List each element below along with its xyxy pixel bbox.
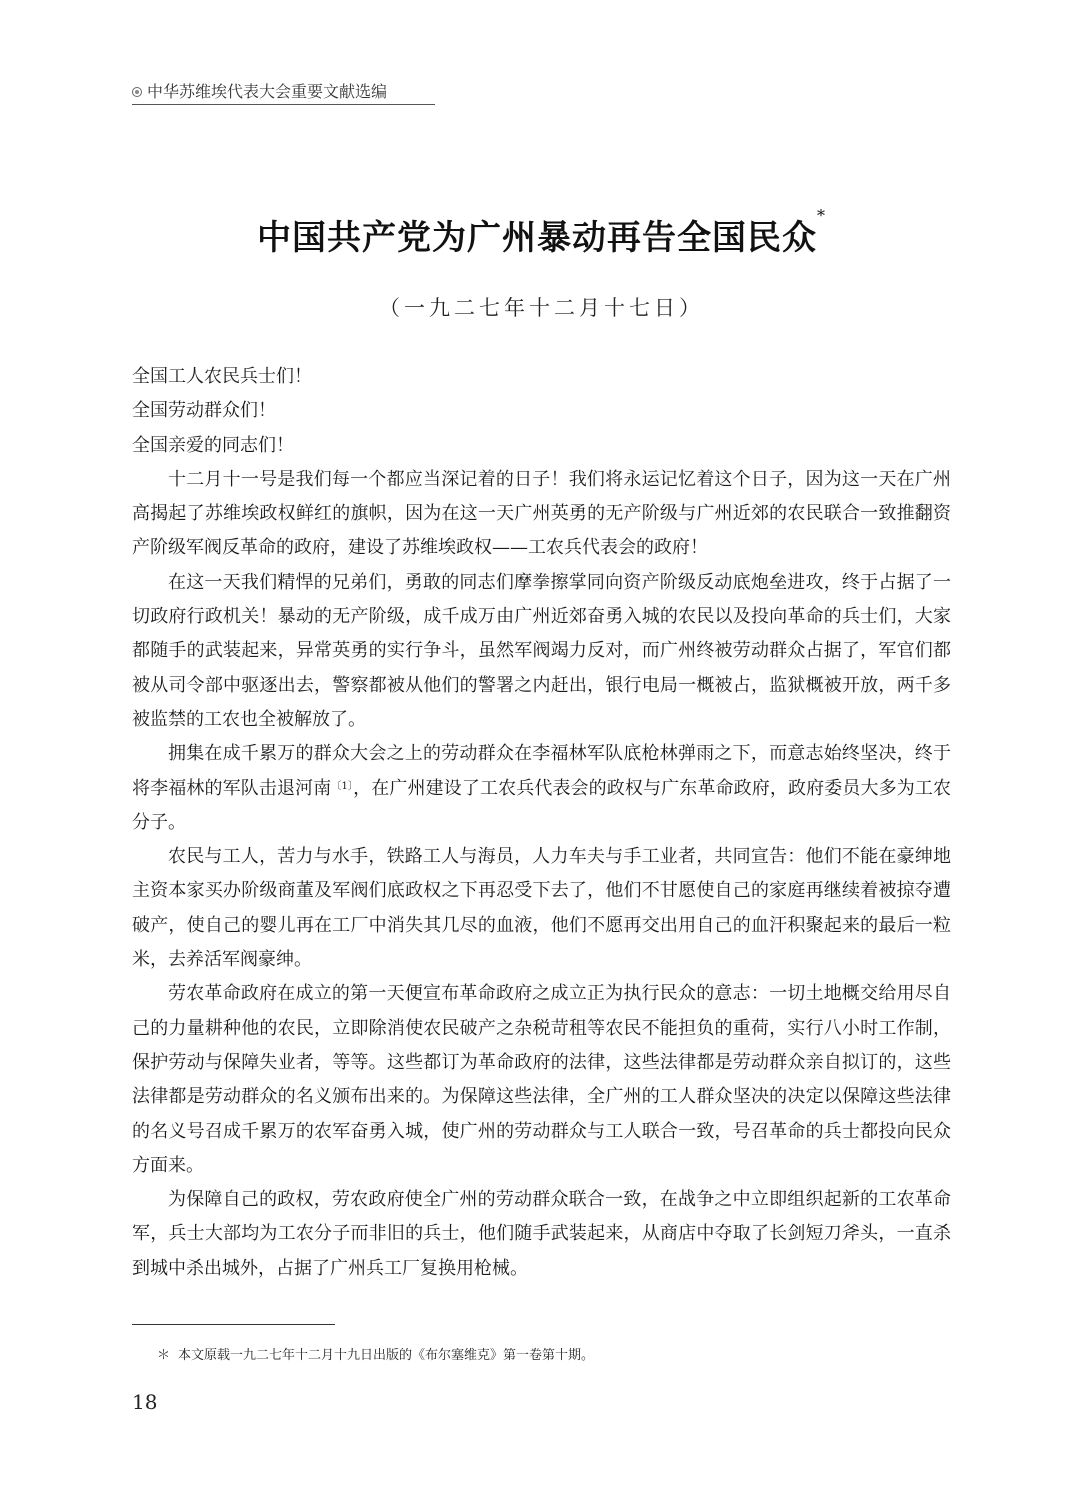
page-number: 18	[132, 1390, 158, 1414]
paragraph: 十二月十一号是我们每一个都应当深记着的日子！我们将永运记忆着这个日子，因为这一天在广州高揭起了苏维埃政权鲜红的旗帜，因为在这一天广州英勇的无产阶级与广州近郊的农民联合一致推翻资产阶级军阀反革命的政府，建设了苏维埃政权——工农兵代表会的政府！	[132, 468, 951, 559]
paragraph-text: 拥集在成千累万的群众大会之上的劳动群众在李福林军队底枪林弹雨之下，而意志始终坚决，终于将李福林的军队击退河南	[132, 743, 951, 799]
footnote-text: 本文原载一九二七年十二月十九日出版的《布尔塞维克》第一卷第十期。	[178, 1348, 595, 1363]
article-body	[132, 360, 951, 1286]
paragraph: 农民与工人，苦力与水手，铁路工人与海员，人力车夫与手工业者，共同宣告：他们不能在豪绅地主资本家买办阶级商董及军阀们底政权之下再忍受下去了，他们不甘愿使自己的家庭再继续着被掠夺遭破产，使自己的婴儿再在工厂中消失其几尽的血液，他们不愿再交出用自己的血汗积聚起来的最后一粒米，去养活军阀豪绅。	[132, 846, 951, 971]
article-date: （一九二七年十二月十七日）	[379, 296, 704, 320]
salutation: 全国工人农民兵士们！	[132, 366, 312, 387]
paragraph	[132, 737, 951, 840]
endnote-reference[interactable]: 〔1〕	[331, 780, 354, 792]
circle-dot-icon	[132, 87, 142, 97]
footnote-divider	[132, 1324, 335, 1325]
title-footnote-mark[interactable]: *	[817, 206, 826, 225]
footnote-mark: ＊	[157, 1348, 171, 1363]
paragraph: 在这一天我们精悍的兄弟们，勇敢的同志们摩拳擦掌同向资产阶级反动底炮垒进攻，终于占据了一切政府行政机关！暴动的无产阶级，成千成万由广州近郊奋勇入城的农民以及投向革命的兵士们，大家都随手的武装起来，异常英勇的实行争斗，虽然军阀竭力反对，而广州终被劳动群众占据了，军官们都被从司令部中驱逐出去，警察都被从他们的警署之内赶出，银行电局一概被占，监狱概被开放，两千多被监禁的工农也全被解放了。	[132, 571, 951, 730]
running-header	[132, 80, 435, 105]
salutation: 全国亲爱的同志们！	[132, 434, 294, 456]
article-title	[0, 206, 1083, 259]
footnote	[157, 1346, 937, 1366]
title-text: 中国共产党为广州暴动再告全国民众	[257, 218, 817, 258]
salutation: 全国劳动群众们！	[132, 400, 276, 422]
paragraph: 劳农革命政府在成立的第一天便宣布革命政府之成立正为执行民众的意志：一切土地概交给用尽自己的力量耕种他的农民，立即除消使农民破产之杂税苛租等农民不能担负的重荷，实行八小时工作制，保护劳动与保障失业者，等等。这些都订为革命政府的法律，这些法律都是劳动群众亲自拟订的，这些法律都是劳动群众的名义颁布出来的。为保障这些法律，全广州的工人群众坚决的决定以保障这些法律的名义号召成千累万的农军奋勇入城，使广州的劳动群众与工人联合一致，号召革命的兵士都投向民众方面来。	[132, 983, 951, 1176]
running-header-text: 中华苏维埃代表大会重要文献选编	[147, 82, 388, 101]
paragraph-text: ，在广州建设了工农兵代表会的政权与广东革命政府，政府委员大多为工农分子。	[132, 777, 952, 833]
paragraph: 为保障自己的政权，劳农政府使全广州的劳动群众联合一致，在战争之中立即组织起新的工农革命军，兵士大部均为工农分子而非旧的兵士，他们随手武装起来，从商店中夺取了长剑短刀斧头，一直杀到城中杀出城外，占据了广州兵工厂复换用枪械。	[132, 1189, 951, 1279]
